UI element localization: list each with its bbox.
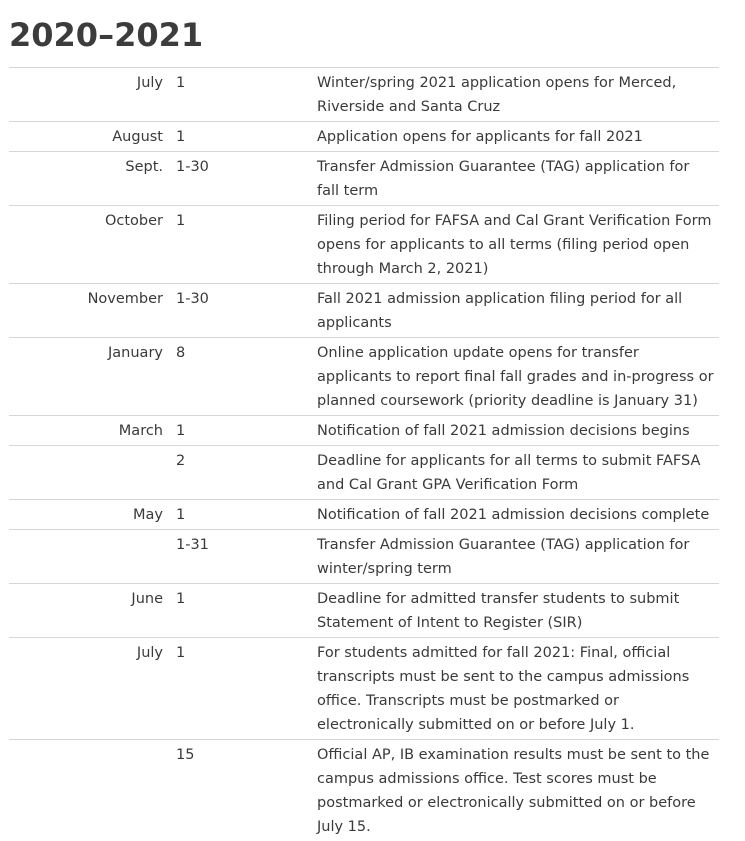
month-cell: June — [9, 584, 163, 638]
event-cell: Winter/spring 2021 application opens for Merced, Riverside and Santa Cruz — [317, 68, 719, 122]
event-cell: Notification of fall 2021 admission decisions complete — [317, 500, 719, 530]
event-cell: Filing period for FAFSA and Cal Grant Verification Form opens for applicants to all terms (filing period open through March 2, 2021) — [317, 206, 719, 284]
day-cell: 1 — [163, 122, 317, 152]
month-cell: August — [9, 122, 163, 152]
table-row — [9, 740, 719, 841]
month-cell: July — [9, 638, 163, 740]
day-cell: 1 — [163, 638, 317, 740]
table-row — [9, 68, 719, 122]
month-cell: January — [9, 338, 163, 416]
event-cell: Deadline for applicants for all terms to submit FAFSA and Cal Grant GPA Verification Form — [317, 446, 719, 500]
month-cell: October — [9, 206, 163, 284]
table-row — [9, 284, 719, 338]
table-row — [9, 122, 719, 152]
table-row — [9, 152, 719, 206]
table-row — [9, 338, 719, 416]
month-cell — [9, 530, 163, 584]
page-title: 2020–2021 — [9, 12, 203, 58]
day-cell: 1 — [163, 500, 317, 530]
event-cell: Official AP, IB examination results must be sent to the campus admissions office. Test scores must be postmarked or electronically submitted on or before July 15. — [317, 740, 719, 841]
schedule-table — [9, 67, 719, 841]
event-cell: Transfer Admission Guarantee (TAG) application for fall term — [317, 152, 719, 206]
event-cell: Fall 2021 admission application filing period for all applicants — [317, 284, 719, 338]
table-row — [9, 638, 719, 740]
event-cell: Transfer Admission Guarantee (TAG) application for winter/spring term — [317, 530, 719, 584]
day-cell: 8 — [163, 338, 317, 416]
day-cell: 1-31 — [163, 530, 317, 584]
event-cell: Application opens for applicants for fall 2021 — [317, 122, 719, 152]
day-cell: 1-30 — [163, 284, 317, 338]
table-row — [9, 530, 719, 584]
table-row — [9, 416, 719, 446]
event-cell: Deadline for admitted transfer students to submit Statement of Intent to Register (SIR) — [317, 584, 719, 638]
month-cell: November — [9, 284, 163, 338]
event-cell: Notification of fall 2021 admission decisions begins — [317, 416, 719, 446]
day-cell: 15 — [163, 740, 317, 841]
day-cell: 2 — [163, 446, 317, 500]
day-cell: 1 — [163, 416, 317, 446]
table-row — [9, 206, 719, 284]
month-cell — [9, 740, 163, 841]
day-cell: 1-30 — [163, 152, 317, 206]
month-cell: March — [9, 416, 163, 446]
month-cell: Sept. — [9, 152, 163, 206]
day-cell: 1 — [163, 206, 317, 284]
table-row — [9, 446, 719, 500]
day-cell: 1 — [163, 68, 317, 122]
table-row — [9, 500, 719, 530]
day-cell: 1 — [163, 584, 317, 638]
event-cell: Online application update opens for transfer applicants to report final fall grades and in-progress or planned coursework (priority deadline is January 31) — [317, 338, 719, 416]
event-cell: For students admitted for fall 2021: Final, official transcripts must be sent to the campus admissions office. Transcripts must be postmarked or electronically submitted on or before July 1. — [317, 638, 719, 740]
month-cell: July — [9, 68, 163, 122]
month-cell — [9, 446, 163, 500]
month-cell: May — [9, 500, 163, 530]
table-row — [9, 584, 719, 638]
